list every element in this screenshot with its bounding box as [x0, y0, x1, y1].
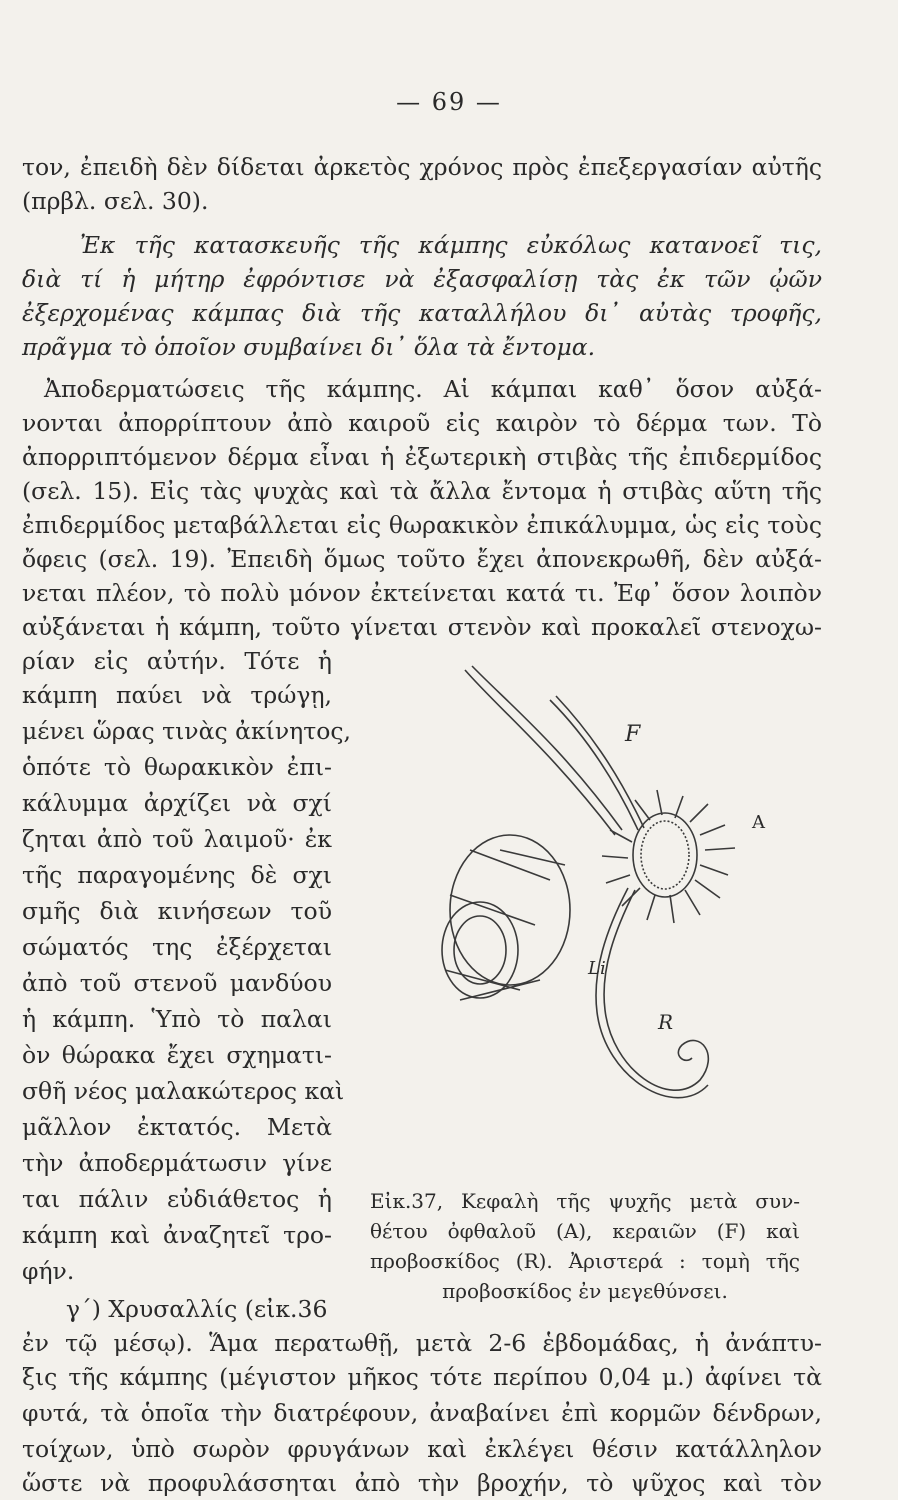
text-line: σμῆς διὰ κινήσεων τοῦ — [22, 897, 332, 925]
figure-caption-line: προβοσκίδος (R). Ἀριστερά : τομὴ τῆς — [370, 1249, 800, 1273]
text-line: ὸν θώρακα ἔχει σχηματι- — [22, 1041, 332, 1069]
text-line: μᾶλλον ἐκτατός. Μετὰ — [22, 1113, 332, 1141]
text-line: σθῆ νέος μαλακώτερος καὶ — [22, 1077, 345, 1105]
figure-caption-line: θέτου ὀφθαλοῦ (A), κεραιῶν (F) καὶ — [370, 1219, 800, 1243]
text-line: ἀπὸ τοῦ στενοῦ μανδύου — [22, 969, 332, 997]
moth-head-illustration — [400, 650, 820, 1190]
text-line: φυτά, τὰ ὁποῖα τὴν διατρέφουν, ἀναβαίνει ἐπὶ κορμῶν δένδρων, — [22, 1399, 822, 1427]
text-line: σώματός της ἐξέρχεται — [22, 933, 332, 961]
text-line: (πρβλ. σελ. 30). — [22, 187, 209, 215]
text-line: νονται ἀπορρίπτουν ἀπὸ καιροῦ εἰς καιρὸν τὸ δέρμα των. Τὸ — [22, 409, 822, 437]
figure-label-r: R — [658, 1010, 674, 1034]
text-line: ἡ κάμπη. Ὑπὸ τὸ παλαι — [22, 1005, 332, 1033]
text-line: ἀπορριπτόμενον δέρμα εἶναι ἡ ἐξωτερικὴ στιβὰς τῆς ἐπιδερμίδος — [22, 443, 822, 471]
text-line: Ἀποδερματώσεις τῆς κάμπης. Αἱ κάμπαι καθ᾽ ὅσον αὐξά- — [44, 375, 822, 403]
text-line: κάμπη καὶ ἀναζητεῖ τρο- — [22, 1221, 332, 1249]
text-line: πρᾶγμα τὸ ὁποῖον συμβαίνει δι᾽ ὅλα τὰ ἔντομα. — [22, 333, 596, 361]
page-number: — 69 — — [396, 88, 502, 116]
text-line: ται πάλιν εὐδιάθετος ἡ — [22, 1185, 332, 1213]
text-line: τῆς παραγομένης δὲ σχι — [22, 861, 332, 889]
section-heading: γ΄) Χρυσαλλίς (εἰκ.36 — [66, 1295, 328, 1323]
text-line: ξις τῆς κάμπης (μέγιστον μῆκος τότε περίπου 0,04 μ.) ἀφίνει τὰ — [22, 1363, 822, 1391]
text-line: τοίχων, ὑπὸ σωρὸν φρυγάνων καὶ ἐκλέγει θέσιν κατάλληλον — [22, 1435, 822, 1463]
text-line: ἐξερχομένας κάμπας διὰ τῆς καταλλήλου δι᾽ αὐτὰς τροφῆς, — [22, 299, 822, 327]
text-line: ὄφεις (σελ. 19). Ἐπειδὴ ὅμως τοῦτο ἔχει ἀπονεκρωθῆ, δὲν αὐξά- — [22, 545, 822, 573]
text-line: ὥστε νὰ προφυλάσσηται ἀπὸ τὴν βροχήν, τὸ ψῦχος καὶ τὸν — [22, 1469, 822, 1497]
text-line: ρίαν εἰς αὐτήν. Τότε ἡ — [22, 647, 332, 675]
text-line: (σελ. 15). Εἰς τὰς ψυχὰς καὶ τὰ ἄλλα ἔντομα ἡ στιβὰς αὕτη τῆς — [22, 477, 822, 505]
text-line: διὰ τί ἡ μήτηρ ἐφρόντισε νὰ ἐξασφαλίσῃ τὰς ἐκ τῶν ᾠῶν — [22, 265, 822, 293]
figure-caption-line: Εἰκ.37, Κεφαλὴ τῆς ψυχῆς μετὰ συν- — [370, 1189, 800, 1213]
text-line: ἐπιδερμίδος μεταβάλλεται εἰς θωρακικὸν ἐπικάλυμμα, ὡς εἰς τοὺς — [22, 511, 822, 539]
text-line: τὴν ἀποδερμάτωσιν γίνε — [22, 1149, 332, 1177]
text-line: τον, ἐπειδὴ δὲν δίδεται ἀρκετὸς χρόνος πρὸς ἐπεξεργασίαν αὐτῆς — [22, 153, 822, 181]
text-line: κάλυμμα ἀρχίζει νὰ σχί — [22, 789, 332, 817]
figure-label-f: F — [625, 722, 641, 747]
text-line: Ἐκ τῆς κατασκευῆς τῆς κάμπης εὐκόλως κατανοεῖ τις, — [80, 231, 822, 259]
figure-label-a: A — [752, 812, 765, 833]
figure-caption-line: προβοσκίδος ἐν μεγεθύνσει. — [442, 1279, 728, 1303]
text-line: ὁπότε τὸ θωρακικὸν ἐπι- — [22, 753, 332, 781]
text-line: μένει ὥρας τινὰς ἀκίνητος, — [22, 717, 351, 745]
text-line: κάμπη παύει νὰ τρώγῃ, — [22, 681, 332, 709]
text-line: φήν. — [22, 1257, 75, 1285]
text-line: ζηται ἀπὸ τοῦ λαιμοῦ· ἐκ — [22, 825, 332, 853]
text-line: νεται πλέον, τὸ πολὺ μόνον ἐκτείνεται κατά τι. Ἐφ᾽ ὅσον λοιπὸν — [22, 579, 822, 607]
figure-label-li: Li — [588, 958, 606, 979]
text-line: αὐξάνεται ἡ κάμπη, τοῦτο γίνεται στενὸν καὶ προκαλεῖ στενοχω- — [22, 613, 822, 641]
text-line: ἐν τῷ μέσῳ). Ἅμα περατωθῇ, μετὰ 2-6 ἑβδομάδας, ἡ ἀνάπτυ- — [22, 1329, 822, 1357]
